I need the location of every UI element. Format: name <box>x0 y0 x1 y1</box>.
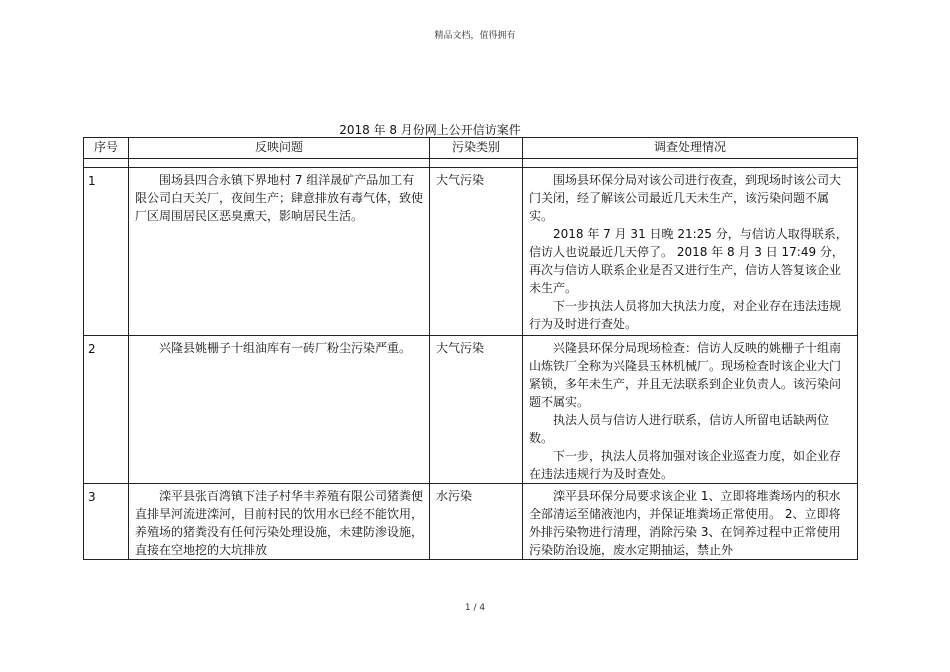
result-paragraph: 围场县环保分局对该公司进行夜查，到现场时该公司大门关闭，经了解该公司最近几天未生产，该污染问题不属实。 <box>529 173 842 223</box>
table-row <box>84 168 858 336</box>
row-number: 3 <box>84 484 129 560</box>
row-issue <box>129 168 430 336</box>
row-category: 大气污染 <box>430 336 523 484</box>
issue-text: 滦平县张百湾镇下洼子村华丰养殖有限公司猪粪便直排旱河流进滦河，目前村民的饮用水已经不能饮用，养殖场的猪粪没有任何污染处理设施，未建防渗设施，直接在空地挖的大坑排放 <box>135 489 424 557</box>
result-paragraph: 下一步，执法人员将加强对该企业巡查力度，如企业存在违法违规行为及时查处。 <box>529 449 842 481</box>
row-issue <box>129 336 430 484</box>
column-header-result: 调查处理情况 <box>523 138 858 159</box>
row-issue <box>129 484 430 560</box>
row-number: 2 <box>84 336 129 484</box>
page-number: 1 / 4 <box>464 603 486 613</box>
header-note: 精品文档，值得拥有 <box>434 31 516 41</box>
document-title: 2018 年 8 月份网上公开信访案件 <box>339 123 521 137</box>
column-header-category: 污染类别 <box>430 138 523 159</box>
table-row <box>84 336 858 484</box>
table-header-row <box>84 138 858 159</box>
header-spacer-row <box>84 159 858 168</box>
row-category: 大气污染 <box>430 168 523 336</box>
row-result <box>523 168 858 336</box>
issue-text: 兴隆县姚栅子十组油库有一砖厂粉尘污染严重。 <box>159 341 412 355</box>
row-number: 1 <box>84 168 129 336</box>
issue-text: 围场县四合永镇下界地村 7 组洋晟矿产品加工有限公司白天关厂，夜间生产；肆意排放有毒气体，致使厂区周围居民区恶臭熏天，影响居民生活。 <box>135 173 424 223</box>
table-row <box>84 484 858 560</box>
result-paragraph: 滦平县环保分局要求该企业 1、立即将堆粪场内的积水全部清运至储液池内，并保证堆粪场正常使用。 2、立即将外排污染物进行清理，消除污染 3、在饲养过程中正常使用污染防治设施，废水定期抽运，禁止外 <box>529 489 841 557</box>
row-result <box>523 336 858 484</box>
row-result <box>523 484 858 560</box>
complaint-cases-table <box>83 137 858 560</box>
result-paragraph: 下一步执法人员将加大执法力度，对企业存在违法违规行为及时进行查处。 <box>529 299 842 331</box>
row-category: 水污染 <box>430 484 523 560</box>
column-header-issue: 反映问题 <box>129 138 430 159</box>
result-paragraph: 执法人员与信访人进行联系，信访人所留电话缺两位数。 <box>529 413 830 445</box>
result-paragraph: 兴隆县环保分局现场检查：信访人反映的姚栅子十组南山炼铁厂全称为兴隆县玉林机械厂。现场检查时该企业大门紧锁，多年未生产，并且无法联系到企业负责人。该污染问题不属实。 <box>529 341 842 409</box>
column-header-number: 序号 <box>84 138 129 159</box>
result-paragraph: 2018 年 7 月 31 日晚 21:25 分，与信访人取得联系，信访人也说最近几天停了。 2018 年 8 月 3 日 17:49 分，再次与信访人联系企业是否又进行生产，信访人答复该企业未生产。 <box>529 227 848 295</box>
